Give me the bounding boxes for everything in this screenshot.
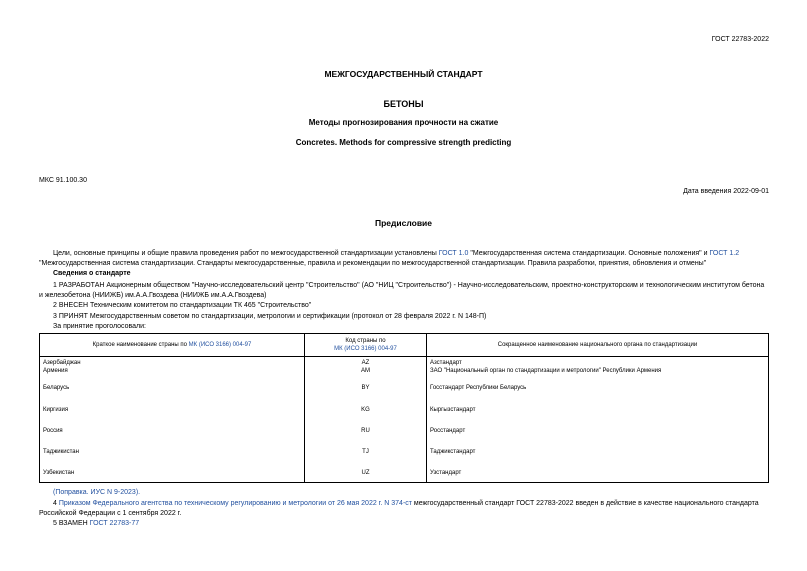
mks-code: МКС 91.100.30 — [39, 177, 87, 184]
order-link[interactable]: Приказом Федерального агентства по техническому регулированию и метрологии от 26 мая 2022 г. N 374-ст — [58, 500, 412, 507]
country-code: AZ — [305, 357, 427, 368]
subtitle-en: Concretes. Methods for compressive strength predicting — [295, 138, 512, 147]
table-row — [40, 467, 769, 483]
standards-body: Узстандарт — [427, 467, 769, 483]
standards-body: ЗАО "Национальный орган по стандартизации и метрологии" Республики Армения — [427, 367, 769, 379]
mk-iso-link[interactable]: МК (ИСО 3166) 004-97 — [188, 342, 252, 348]
country-name: Таджикистан — [40, 446, 305, 467]
mk-iso-link[interactable]: МК (ИСО 3166) 004-97 — [334, 346, 397, 352]
foreword-heading: Предисловие — [374, 218, 433, 228]
table-row — [40, 357, 769, 368]
intro-date: Дата введения 2022-09-01 — [683, 188, 769, 195]
country-code: AM — [305, 367, 427, 379]
gost-1-2-link[interactable]: ГОСТ 1.2 — [709, 250, 740, 257]
document-code: ГОСТ 22783-2022 — [711, 36, 769, 43]
country-name: Киргизия — [40, 404, 305, 425]
voted-label: За принятие проголосовали: — [53, 323, 146, 330]
standards-body: Госстандарт Республики Беларусь — [427, 379, 769, 404]
amendment-link[interactable]: (Поправка. ИУС N 9-2023). — [53, 489, 141, 496]
country-code: TJ — [305, 446, 427, 467]
table-row — [40, 404, 769, 425]
country-name: Армения — [40, 367, 305, 379]
country-name: Азербайджан — [40, 357, 305, 368]
item-replaces: 5 ВЗАМЕН ГОСТ 22783-77 — [53, 520, 140, 527]
table-row — [40, 446, 769, 467]
item-adopted: 3 ПРИНЯТ Межгосударственным советом по стандартизации, метрологии и сертификации (протокол от 28 февраля 2022 г. N 148-П) — [53, 313, 487, 320]
item-enacted: 4 Приказом Федерального агентства по техническому регулированию и метрологии от 26 мая 2022 г. N 374-ст межгосударственный стандарт ГОСТ 22783-2022 введен в действие в качестве национального стандарта Российской Федерации с 1 сентября 2022 г. — [39, 500, 759, 517]
standards-body: Азстандарт — [427, 357, 769, 368]
standards-body: Росстандарт — [427, 425, 769, 446]
table-row — [40, 367, 769, 379]
country-code: KG — [305, 404, 427, 425]
country-code: RU — [305, 425, 427, 446]
standards-body: Кыргызстандарт — [427, 404, 769, 425]
item-introduced: 2 ВНЕСЕН Техническим комитетом по стандартизации ТК 465 "Строительство" — [53, 302, 312, 309]
country-code: UZ — [305, 467, 427, 483]
about-standard-heading: Сведения о стандарте — [53, 270, 131, 277]
col-country-header: Краткое наименование страны по МК (ИСО 3166) 004-97 — [40, 334, 305, 357]
gost-22783-77-link[interactable]: ГОСТ 22783-77 — [89, 520, 140, 527]
table-row — [40, 379, 769, 404]
document-title: БЕТОНЫ — [383, 99, 424, 109]
col-body-header: Сокращенное наименование национального органа по стандартизации — [427, 334, 769, 357]
country-code: BY — [305, 379, 427, 404]
item-developed: 1 РАЗРАБОТАН Акционерным обществом "Научно-исследовательский центр "Строительство" (АО "НИЦ "Строительство") - Научно-исследовательским, проектно-конструкторским и технологическим институтом бетона и железобетона (НИИЖБ) им.А.А.Гвоздева (НИИЖБ им.А.А.Гвоздева) — [39, 282, 765, 299]
standards-body: Таджикстандарт — [427, 446, 769, 467]
country-name: Россия — [40, 425, 305, 446]
table-row — [40, 425, 769, 446]
standard-type-title: МЕЖГОСУДАРСТВЕННЫЙ СТАНДАРТ — [324, 69, 483, 79]
country-name: Узбекистан — [40, 467, 305, 483]
country-name: Беларусь — [40, 379, 305, 404]
countries-table — [39, 333, 769, 483]
subtitle-ru: Методы прогнозирования прочности на сжатие — [308, 118, 499, 127]
foreword-paragraph: Цели, основные принципы и общие правила проведения работ по межгосударственной стандартизации установлены ГОСТ 1.0 "Межгосударственная система стандартизации. Основные положения" и ГОСТ 1.2 "Межгосударственная система стандартизации. Стандарты межгосударственные, правила и рекомендации по межгосударственной стандартизации. Правила разработки, принятия, обновления и отмены" — [39, 250, 740, 267]
col-code-header: Код страны по МК (ИСО 3166) 004-97 — [305, 334, 427, 357]
gost-1-0-link[interactable]: ГОСТ 1.0 — [438, 250, 469, 257]
